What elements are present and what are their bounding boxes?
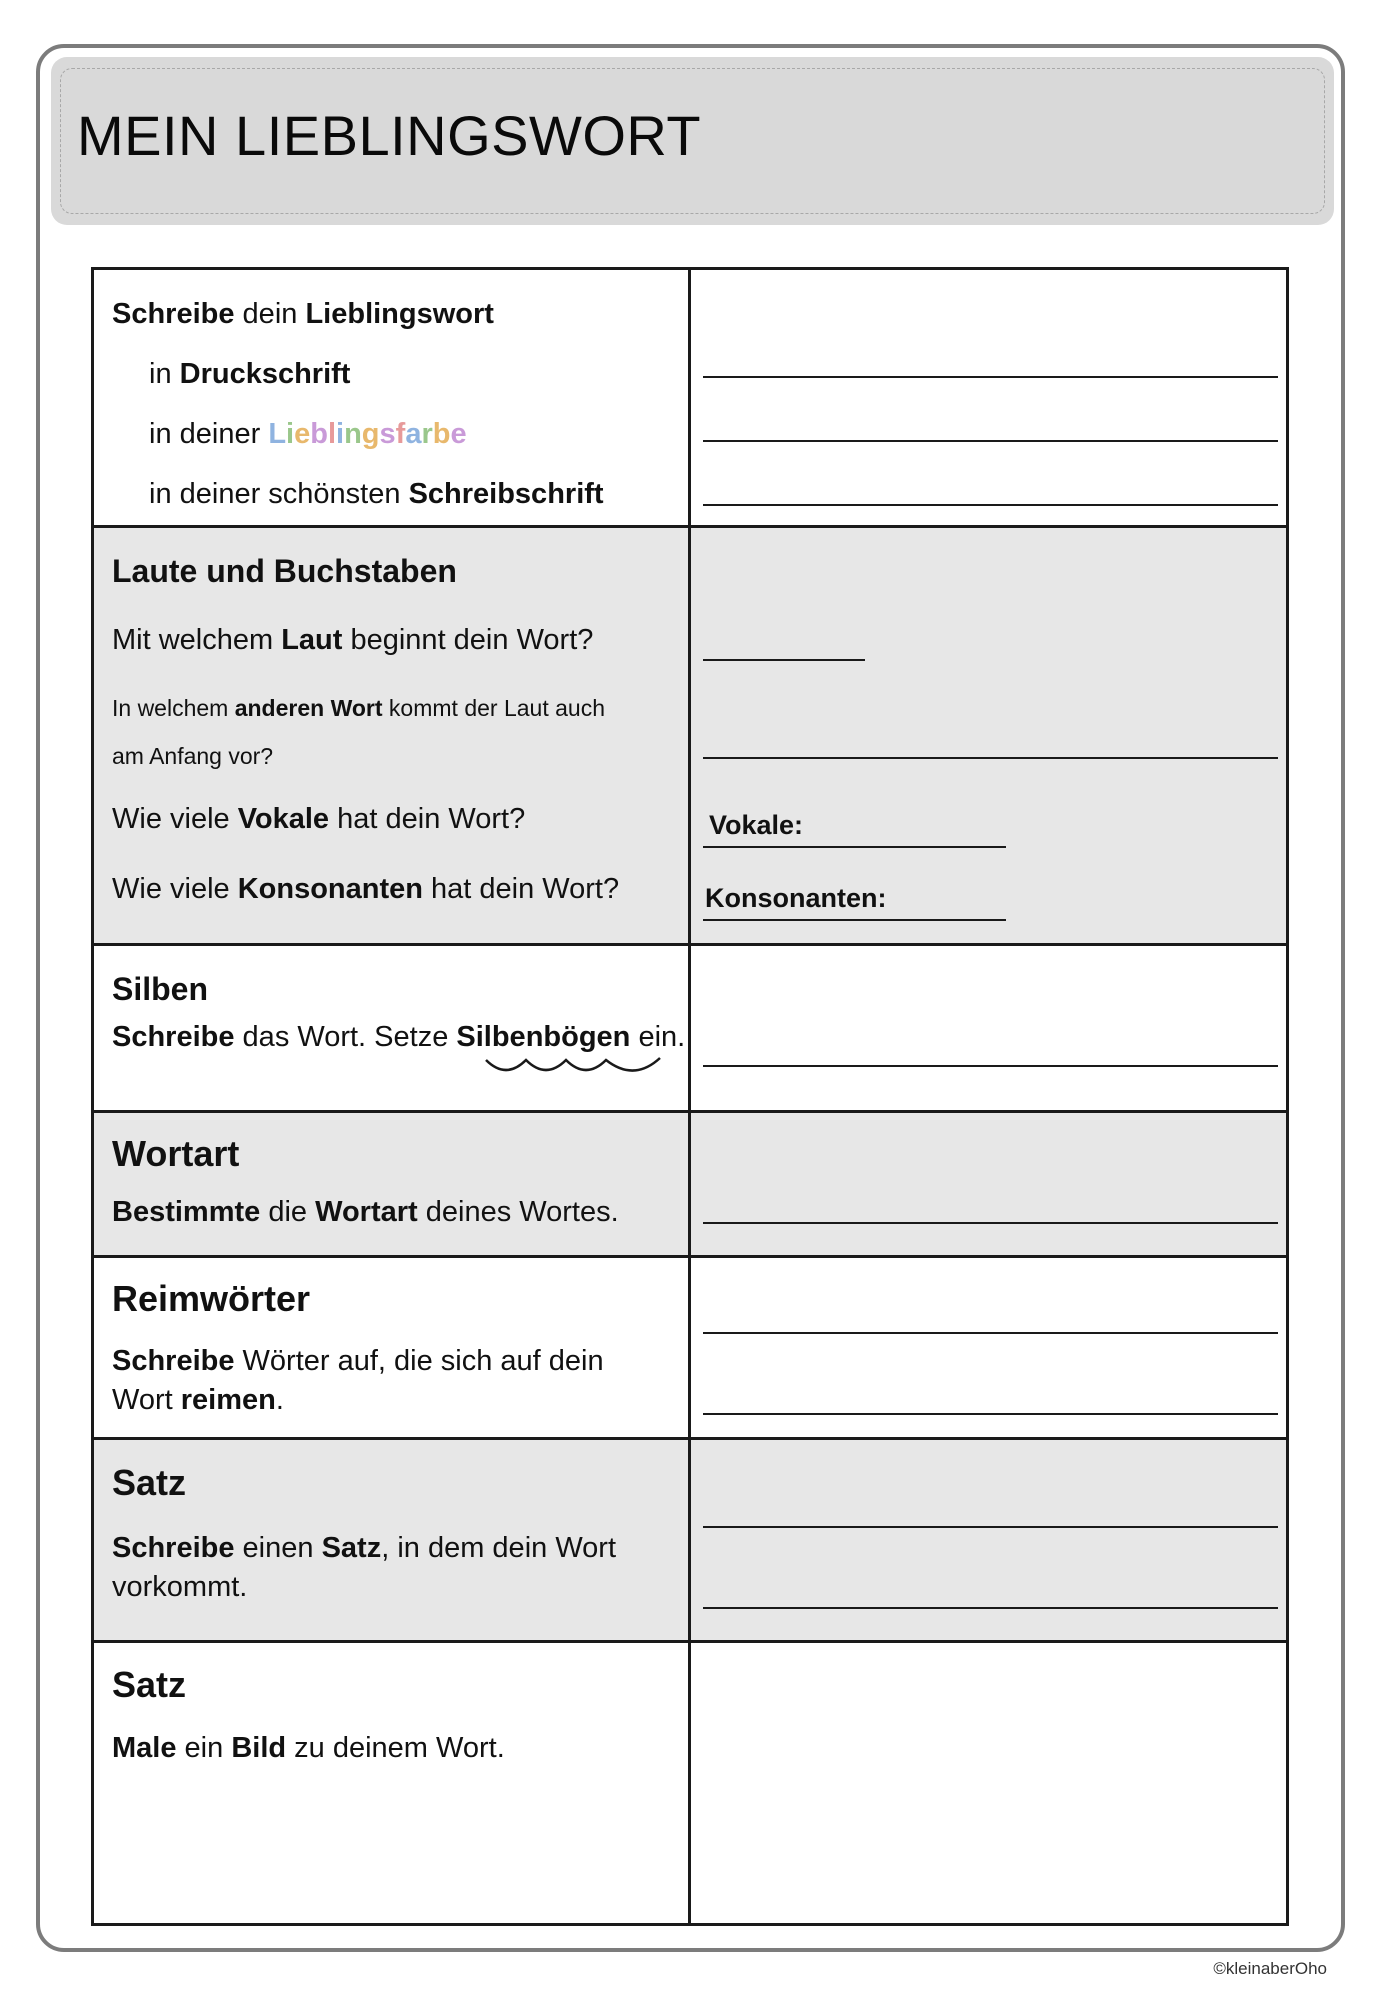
answer-cell[interactable]	[690, 1439, 1288, 1642]
answer-line[interactable]	[703, 1332, 1278, 1334]
instruction: Schreibe Wörter auf, die sich auf dein	[112, 1345, 604, 1377]
answer-line[interactable]	[703, 1065, 1278, 1067]
answer-line[interactable]	[703, 440, 1278, 442]
section-heading: Wortart	[112, 1133, 240, 1174]
syllable-arcs-icon	[484, 1056, 664, 1080]
prompt-cell	[93, 1439, 690, 1642]
prompt-line: Schreibe dein Lieblingswort	[112, 298, 494, 330]
answer-cell[interactable]	[690, 527, 1288, 945]
question: Wie viele Vokale hat dein Wort?	[112, 803, 526, 835]
instruction: Schreibe das Wort. Setze Silbenbögen ein.	[112, 1021, 686, 1053]
answer-line[interactable]	[703, 376, 1278, 378]
section-heading: Reimwörter	[112, 1278, 311, 1319]
question: In welchem anderen Wort kommt der Laut auch	[112, 695, 605, 721]
prompt-cell	[93, 945, 690, 1112]
section-heading: Silben	[112, 971, 209, 1007]
answer-line[interactable]	[703, 504, 1278, 506]
answer-line[interactable]	[703, 1413, 1278, 1415]
instruction: Schreibe einen Satz, in dem dein Wort	[112, 1532, 617, 1564]
row-wortart	[93, 1112, 1288, 1257]
prompt-cell	[93, 1257, 690, 1439]
answer-cell[interactable]	[690, 1112, 1288, 1257]
row-reimwoerter	[93, 1257, 1288, 1439]
instruction-continued: Wort reimen.	[112, 1384, 284, 1416]
answer-line[interactable]	[703, 1607, 1278, 1609]
answer-line[interactable]	[703, 1222, 1278, 1224]
rainbow-word: Lieblingsfarbe	[268, 418, 467, 450]
prompt-cell	[93, 269, 690, 527]
prompt-cell	[93, 1112, 690, 1257]
row-silben	[93, 945, 1288, 1112]
vokale-label: Vokale:	[709, 810, 804, 840]
drawing-area[interactable]	[690, 1642, 1288, 1925]
question: Wie viele Konsonanten hat dein Wort?	[112, 873, 620, 905]
instruction-continued: vorkommt.	[112, 1571, 248, 1603]
prompt-cell	[93, 1642, 690, 1925]
section-heading: Satz	[112, 1664, 187, 1705]
section-heading: Laute und Buchstaben	[112, 553, 457, 589]
row-satz	[93, 1439, 1288, 1642]
answer-cell[interactable]	[690, 1257, 1288, 1439]
prompt-line: in Druckschrift	[149, 358, 351, 390]
copyright: ©kleinaberOho	[1213, 1959, 1327, 1978]
worksheet-table	[91, 267, 1289, 1926]
konsonanten-answer-line[interactable]	[703, 919, 1006, 921]
answer-line[interactable]	[703, 757, 1278, 759]
row-bild	[93, 1642, 1288, 1925]
row-lieblingswort	[93, 269, 1288, 527]
instruction: Bestimmte die Wortart deines Wortes.	[112, 1196, 619, 1228]
vokale-answer-line[interactable]	[703, 846, 1006, 848]
instruction: Male ein Bild zu deinem Wort.	[112, 1732, 505, 1764]
answer-line[interactable]	[703, 1526, 1278, 1528]
prompt-line: in deiner Lieblingsfarbe	[149, 418, 467, 450]
page-title: MEIN LIEBLINGSWORT	[77, 104, 702, 167]
answer-cell[interactable]	[690, 269, 1288, 527]
prompt-line: in deiner schönsten Schreibschrift	[149, 478, 604, 510]
row-laute-buchstaben	[93, 527, 1288, 945]
short-answer-line[interactable]	[703, 659, 865, 661]
answer-cell[interactable]	[690, 945, 1288, 1112]
title-band	[51, 57, 1334, 225]
question-continued: am Anfang vor?	[112, 743, 274, 769]
prompt-cell	[93, 527, 690, 945]
konsonanten-label: Konsonanten:	[705, 883, 887, 913]
section-heading: Satz	[112, 1462, 187, 1503]
question: Mit welchem Laut beginnt dein Wort?	[112, 624, 594, 656]
